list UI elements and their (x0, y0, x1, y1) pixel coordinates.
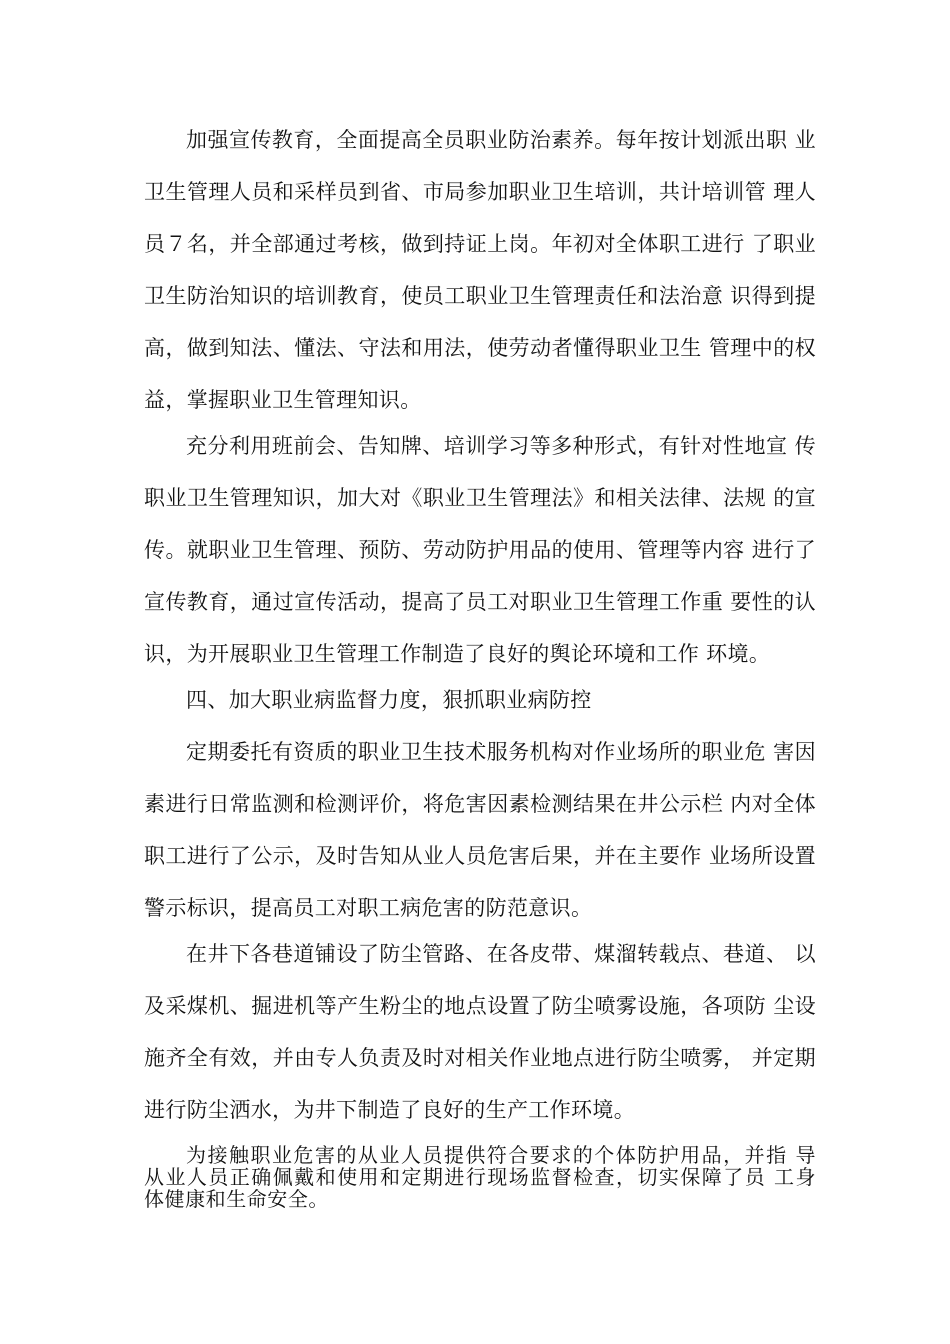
paragraph-2-line-3: 传。就职业卫生管理、预防、劳动防护用品的使用、管理等内容 进行了 (144, 538, 816, 562)
paragraph-1-line-6: 益，掌握职业卫生管理知识。 (144, 388, 422, 412)
section-heading: 四、加大职业病监督力度，狠抓职业病防控 (186, 688, 592, 712)
paragraph-1-line-3: 员７名，并全部通过考核，做到持证上岗。年初对全体职工进行 了职业 (144, 232, 816, 256)
paragraph-5-line-3: 体健康和生命安全。 (144, 1187, 329, 1211)
paragraph-2-line-1: 充分利用班前会、告知牌、培训学习等多种形式，有针对性地宣 传 (186, 434, 816, 458)
paragraph-3-line-3: 职工进行了公示，及时告知从业人员危害后果，并在主要作 业场所设置 (144, 844, 816, 868)
paragraph-2-line-4: 宣传教育，通过宣传活动，提高了员工对职业卫生管理工作重 要性的认 (144, 590, 816, 614)
paragraph-1-line-5: 高，做到知法、懂法、守法和用法，使劳动者懂得职业卫生 管理中的权 (144, 336, 816, 360)
paragraph-2-line-2: 职业卫生管理知识，加大对《职业卫生管理法》和相关法律、法规 的宣 (144, 486, 816, 510)
paragraph-1-line-1: 加强宣传教育，全面提高全员职业防治素养。每年按计划派出职 业 (186, 128, 816, 152)
paragraph-3-line-2: 素进行日常监测和检测评价，将危害因素检测结果在井公示栏 内对全体 (144, 792, 816, 816)
paragraph-3-line-1: 定期委托有资质的职业卫生技术服务机构对作业场所的职业危 害因 (186, 740, 816, 764)
paragraph-1-line-2: 卫生管理人员和采样员到省、市局参加职业卫生培训，共计培训管 理人 (144, 180, 816, 204)
paragraph-5-line-2: 从业人员正确佩戴和使用和定期进行现场监督检查，切实保障了员 工身 (144, 1165, 816, 1189)
paragraph-1-line-4: 卫生防治知识的培训教育，使员工职业卫生管理责任和法治意 识得到提 (144, 284, 816, 308)
paragraph-3-line-4: 警示标识，提高员工对职工病危害的防范意识。 (144, 896, 593, 920)
paragraph-2-line-5: 识，为开展职业卫生管理工作制造了良好的舆论环境和工作 环境。 (144, 642, 771, 666)
paragraph-4-line-4: 进行防尘洒水，为井下制造了良好的生产工作环境。 (144, 1098, 636, 1122)
paragraph-4-line-3: 施齐全有效，并由专人负责及时对相关作业地点进行防尘喷雾， 并定期 (144, 1046, 816, 1070)
paragraph-4-line-1: 在井下各巷道铺设了防尘管路、在各皮带、煤溜转载点、巷道、 以 (186, 942, 816, 966)
paragraph-4-line-2: 及采煤机、掘进机等产生粉尘的地点设置了防尘喷雾设施，各项防 尘设 (144, 994, 816, 1018)
paragraph-5-line-1: 为接触职业危害的从业人员提供符合要求的个体防护用品，并指 导 (186, 1143, 816, 1167)
